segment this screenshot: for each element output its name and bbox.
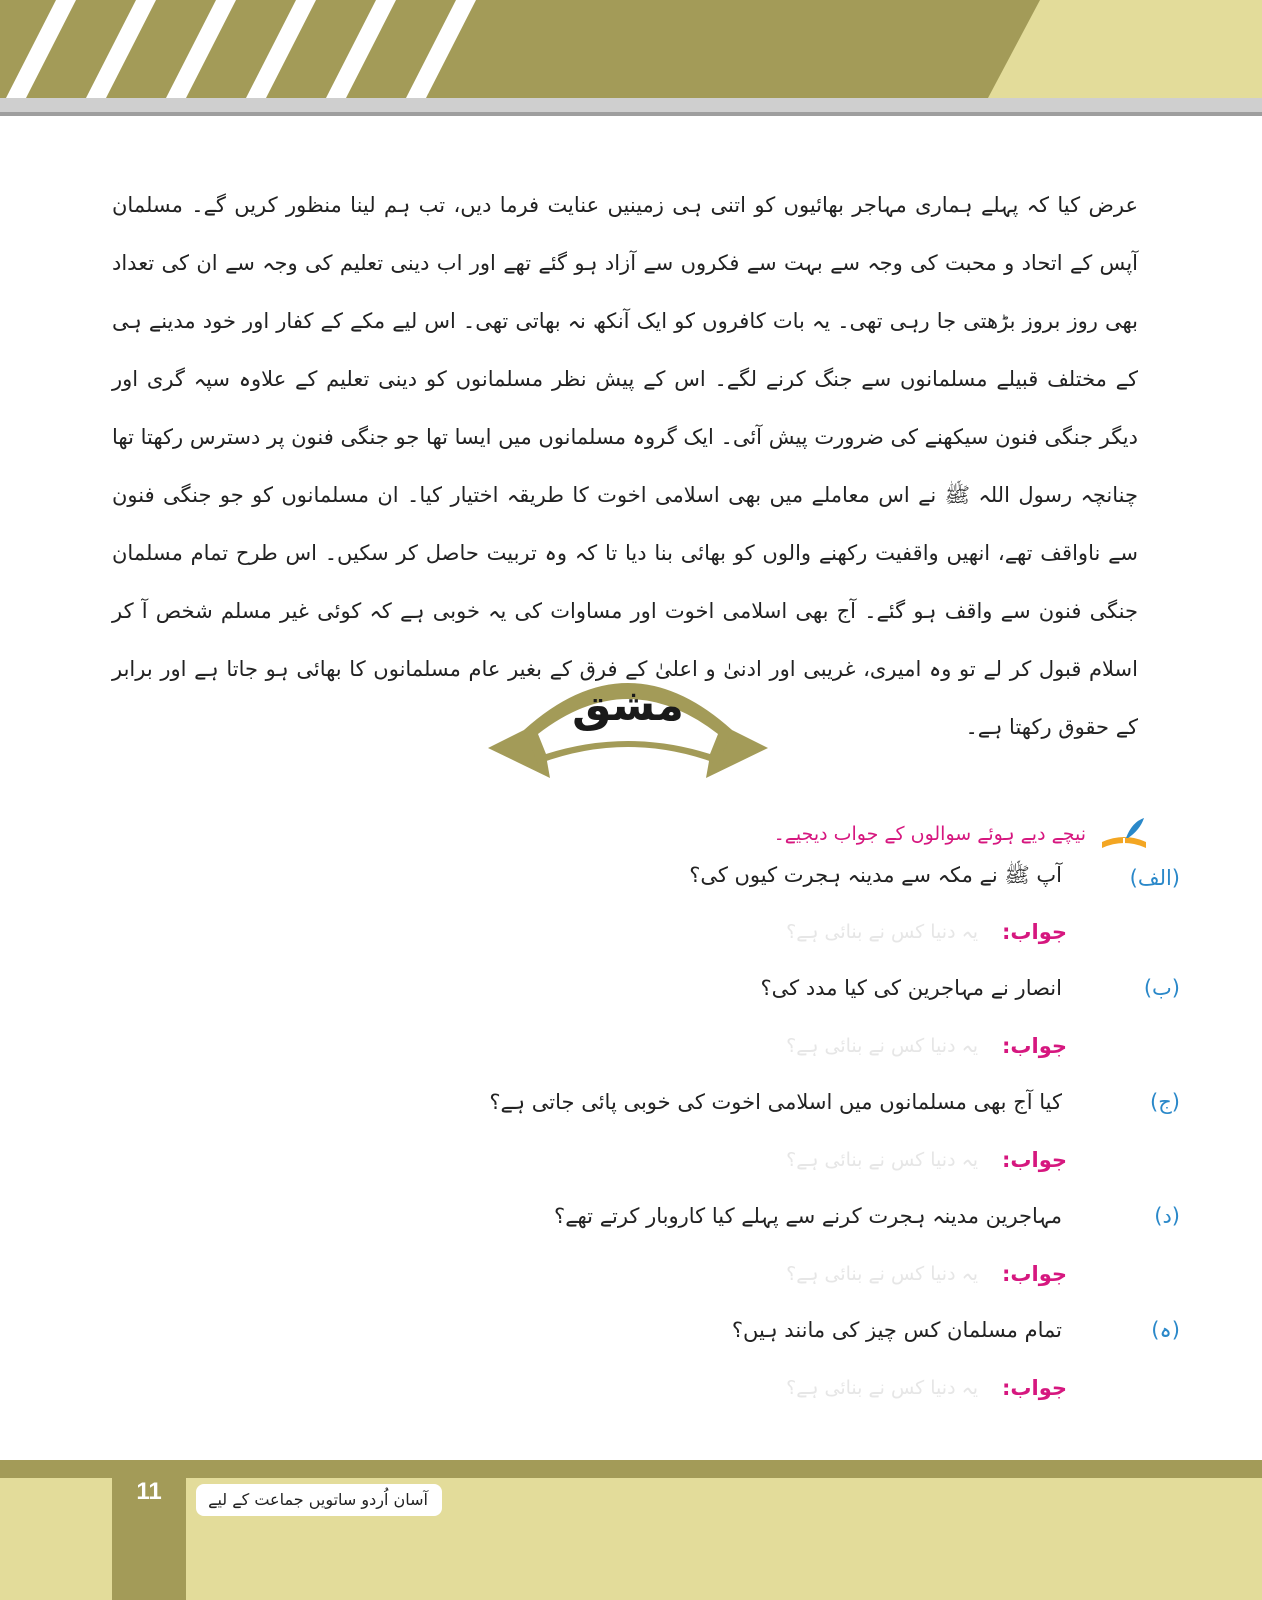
- answer-row: [786, 920, 1067, 944]
- answer-row: [786, 1148, 1067, 1172]
- question-row: [554, 1204, 1180, 1228]
- answer-label: جواب:: [1002, 920, 1067, 944]
- answer-label: جواب:: [1002, 1376, 1067, 1400]
- page-number: 11: [136, 1478, 162, 1505]
- footer-decoration: [0, 1460, 1262, 1600]
- book-title: آسان اُردو ساتویں جماعت کے لیے: [196, 1484, 442, 1516]
- question-text: انصار نے مہاجرین کی کیا مدد کی؟: [760, 976, 1062, 1000]
- answer-label: جواب:: [1002, 1034, 1067, 1058]
- question-text: کیا آج بھی مسلمانوں میں اسلامی اخوت کی خوبی پائی جاتی ہے؟: [489, 1090, 1062, 1114]
- question-text: مہاجرین مدینہ ہجرت کرنے سے پہلے کیا کاروبار کرتے تھے؟: [554, 1204, 1062, 1228]
- answer-label: جواب:: [1002, 1262, 1067, 1286]
- answer-input[interactable]: یہ دنیا کس نے بنائی ہے؟: [786, 1035, 978, 1057]
- question-text: تمام مسلمان کس چیز کی مانند ہیں؟: [731, 1318, 1062, 1342]
- answer-input[interactable]: یہ دنیا کس نے بنائی ہے؟: [786, 921, 978, 943]
- question-marker: (د): [1154, 1204, 1180, 1228]
- answer-row: [786, 1262, 1067, 1286]
- question-marker: (ج): [1150, 1090, 1180, 1114]
- question-row: [731, 1318, 1180, 1342]
- answer-input[interactable]: یہ دنیا کس نے بنائی ہے؟: [786, 1377, 978, 1399]
- body-paragraph: عرض کیا کہ پہلے ہماری مہاجر بھائیوں کو اتنی ہی زمینیں عنایت فرما دیں، تب ہم لینا منظور کریں گے۔ مسلمان آپس کے اتحاد و محبت کی وجہ سے بہت سے فکروں سے آزاد ہو گئے تھے اور اب دینی تعلیم کی وجہ سے ان کی تعداد بھی روز بروز بڑھتی جا رہی تھی۔ یہ بات کافروں کو ایک آنکھ نہ بھاتی تھی۔ اس لیے مکے کے کفار اور خود مدینے ہی کے مختلف قبیلے مسلمانوں سے جنگ کرنے لگے۔ اس کے پیش نظر مسلمانوں کو دینی تعلیم کے علاوہ سپہ گری اور دیگر جنگی فنون سیکھنے کی ضرورت پیش آئی۔ ایک گروہ مسلمانوں میں ایسا تھا جو جنگی فنون پر دسترس رکھتا تھا چنانچہ رسول اللہ ﷺ نے اس معاملے میں بھی اسلامی اخوت کا طریقہ اختیار کیا۔ ان مسلمانوں کو جو جنگی فنون سے ناواقف تھے، انھیں واقفیت رکھنے والوں کو بھائی بنا دیا تا کہ وہ تربیت حاصل کر سکیں۔ اس طرح تمام مسلمان جنگی فنون سے واقف ہو گئے۔ آج بھی اسلامی اخوت اور مساوات کی یہ خوبی ہے کہ کوئی غیر مسلم شخص آ کر اسلام قبول کر لے تو وہ امیری، غریبی اور ادنیٰ و اعلیٰ کے فرق کے بغیر عام مسلمانوں کا بھائی ہو جاتا ہے اور برابر کے حقوق رکھتا ہے۔: [112, 193, 1138, 739]
- book-pen-icon: [1096, 816, 1152, 852]
- question-text: آپ ﷺ نے مکہ سے مدینہ ہجرت کیوں کی؟: [689, 863, 1062, 887]
- question-row: [689, 862, 1180, 893]
- header-decoration: [0, 0, 1262, 122]
- answer-input[interactable]: یہ دنیا کس نے بنائی ہے؟: [786, 1263, 978, 1285]
- answer-row: [786, 1376, 1067, 1400]
- question-marker: (الف): [1129, 865, 1180, 890]
- question-row: [760, 976, 1180, 1000]
- answer-input[interactable]: یہ دنیا کس نے بنائی ہے؟: [786, 1149, 978, 1171]
- question-marker: (ہ): [1151, 1318, 1180, 1342]
- answer-row: [786, 1034, 1067, 1058]
- answer-label: جواب:: [1002, 1148, 1067, 1172]
- instruction-row: [774, 816, 1152, 852]
- question-marker: (ب): [1143, 976, 1180, 1000]
- exercise-title: مشق: [572, 680, 684, 731]
- instruction-text: نیچے دیے ہوئے سوالوں کے جواب دیجیے۔: [773, 823, 1086, 845]
- question-row: [489, 1090, 1180, 1114]
